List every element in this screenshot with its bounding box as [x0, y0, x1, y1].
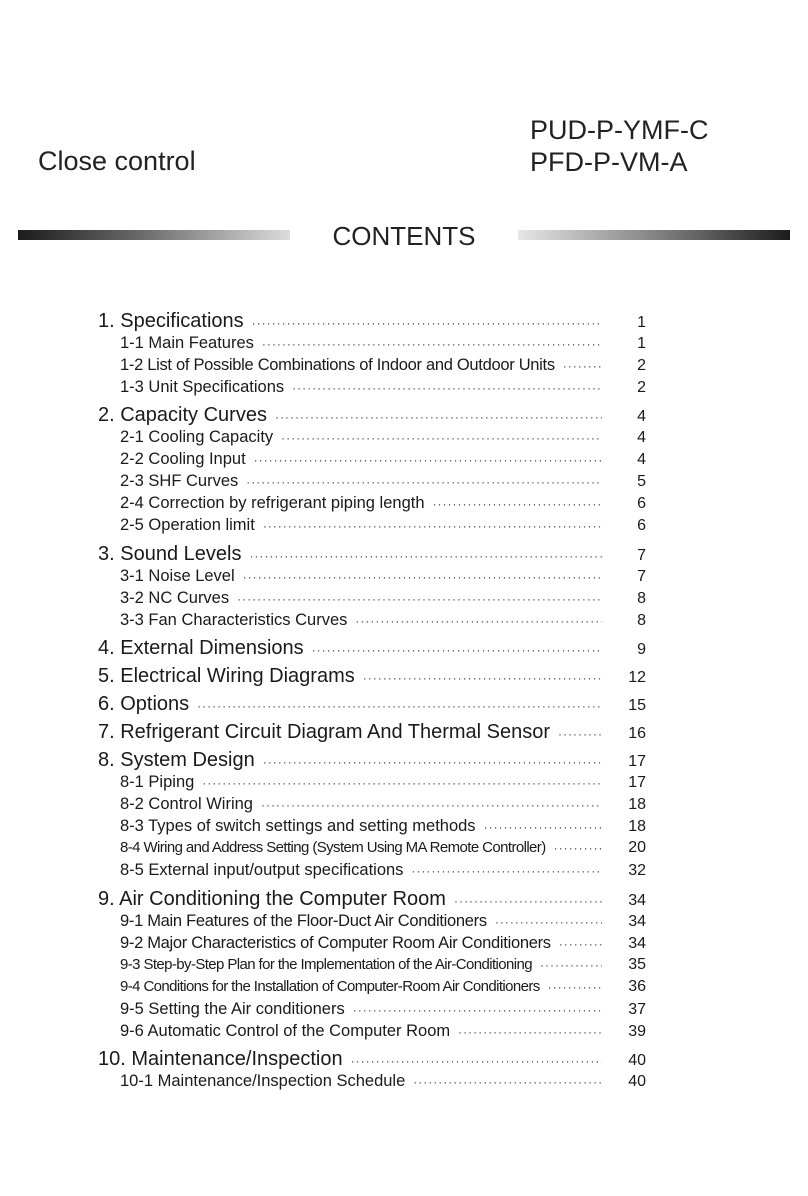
- dot-leader: [563, 359, 602, 373]
- dot-leader: [275, 410, 602, 424]
- toc-entry-page-number: 34: [628, 892, 646, 909]
- toc-subsection-entry[interactable]: [120, 956, 646, 974]
- toc-subsection-entry[interactable]: [120, 356, 646, 375]
- toc-entry-label: 10-1 Maintenance/Inspection Schedule: [120, 1072, 406, 1090]
- toc-entry-label: 8-4 Wiring and Address Setting (System Using MA Remote Controller): [120, 839, 546, 856]
- dot-leader: [281, 431, 602, 445]
- dot-leader: [249, 549, 602, 563]
- toc-entry-page-number: 17: [628, 774, 646, 791]
- toc-entry-page-number: 34: [628, 913, 646, 930]
- toc-entry-page-number: 2: [637, 379, 646, 396]
- toc-subsection-entry[interactable]: [120, 472, 646, 491]
- toc-entry-label: 9. Air Conditioning the Computer Room: [98, 888, 446, 910]
- dot-leader: [495, 915, 602, 929]
- toc-entry-page-number: 2: [637, 357, 646, 374]
- toc-entry-label: 5. Electrical Wiring Diagrams: [98, 665, 355, 687]
- toc-entry-page-number: 20: [628, 839, 646, 856]
- toc-subsection-entry[interactable]: [120, 589, 646, 608]
- toc-subsection-entry[interactable]: [120, 450, 646, 469]
- dot-leader: [353, 1003, 602, 1017]
- toc-entry-label: 9-3 Step-by-Step Plan for the Implementation of the Air-Conditioning: [120, 956, 532, 973]
- model-number-2: PFD-P-VM-A: [530, 147, 688, 177]
- toc-entry-page-number: 1: [637, 335, 646, 352]
- toc-entry-label: 8-3 Types of switch settings and setting methods: [120, 817, 476, 835]
- toc-entry-page-number: 37: [628, 1001, 646, 1018]
- toc-entry-label: 3. Sound Levels: [98, 543, 242, 565]
- toc-entry-page-number: 4: [637, 408, 646, 425]
- toc-entry-page-number: 40: [628, 1073, 646, 1090]
- dot-leader: [202, 776, 602, 790]
- toc-section-entry[interactable]: [98, 749, 646, 772]
- toc-entry-page-number: 4: [637, 429, 646, 446]
- toc-subsection-entry[interactable]: [120, 516, 646, 535]
- contents-heading: CONTENTS: [332, 221, 476, 251]
- toc-section-entry[interactable]: [98, 543, 646, 566]
- toc-entry-label: 7. Refrigerant Circuit Diagram And Thermal Sensor: [98, 721, 551, 743]
- toc-entry-page-number: 15: [628, 697, 646, 714]
- dot-leader: [351, 1054, 602, 1068]
- dot-leader: [261, 798, 602, 812]
- dot-leader: [312, 643, 602, 657]
- toc-entry-label: 3-2 NC Curves: [120, 589, 230, 607]
- toc-section-entry[interactable]: [98, 310, 646, 333]
- toc-entry-page-number: 35: [628, 956, 646, 973]
- toc-entry-label: 1-1 Main Features: [120, 334, 254, 352]
- toc-subsection-entry[interactable]: [120, 773, 646, 792]
- toc-section-entry[interactable]: [98, 404, 646, 427]
- toc-entry-page-number: 7: [637, 568, 646, 585]
- dot-leader: [263, 755, 602, 769]
- toc-entry-label: 3-1 Noise Level: [120, 567, 235, 585]
- model-numbers: [530, 114, 708, 178]
- toc-entry-label: 9-2 Major Characteristics of Computer Room Air Conditioners: [120, 934, 551, 952]
- toc-subsection-entry[interactable]: [120, 861, 646, 880]
- toc-entry-page-number: 8: [637, 612, 646, 629]
- toc-subsection-entry[interactable]: [120, 1000, 646, 1019]
- toc-subsection-entry[interactable]: [120, 428, 646, 447]
- toc-subsection-entry[interactable]: [120, 795, 646, 814]
- dot-leader: [458, 1025, 602, 1039]
- toc-entry-label: 2-4 Correction by refrigerant piping length: [120, 494, 425, 512]
- dot-leader: [540, 958, 602, 972]
- toc-subsection-entry[interactable]: [120, 494, 646, 513]
- toc-entry-page-number: 9: [637, 641, 646, 658]
- toc-entry-label: 9-6 Automatic Control of the Computer Room: [120, 1022, 451, 1040]
- toc-entry-page-number: 18: [628, 818, 646, 835]
- dot-leader: [433, 497, 602, 511]
- toc-entry-label: 1-3 Unit Specifications: [120, 378, 285, 396]
- toc-entry-label: 8-5 External input/output specifications: [120, 861, 404, 879]
- toc-entry-label: 9-1 Main Features of the Floor-Duct Air Conditioners: [120, 912, 487, 930]
- dot-leader: [292, 381, 602, 395]
- toc-entry-page-number: 6: [637, 495, 646, 512]
- toc-subsection-entry[interactable]: [120, 611, 646, 630]
- toc-entry-label: 1-2 List of Possible Combinations of Indoor and Outdoor Units: [120, 356, 555, 374]
- toc-entry-page-number: 16: [628, 725, 646, 742]
- toc-entry-label: 3-3 Fan Characteristics Curves: [120, 611, 348, 629]
- toc-entry-page-number: 36: [628, 978, 646, 995]
- dot-leader: [454, 894, 602, 908]
- toc-section-entry[interactable]: [98, 1048, 646, 1071]
- dot-leader: [262, 337, 602, 351]
- dot-leader: [263, 519, 602, 533]
- toc-section-entry[interactable]: [98, 888, 646, 911]
- dot-leader: [252, 316, 602, 330]
- toc-entry-label: 1. Specifications: [98, 310, 244, 332]
- dot-leader: [363, 671, 602, 685]
- toc-entry-label: 8-2 Control Wiring: [120, 795, 253, 813]
- toc-subsection-entry[interactable]: [120, 934, 646, 953]
- toc-entry-label: 9-5 Setting the Air conditioners: [120, 1000, 345, 1018]
- toc-subsection-entry[interactable]: [120, 378, 646, 397]
- toc-section-entry[interactable]: [98, 665, 646, 688]
- toc-entry-label: 8. System Design: [98, 749, 255, 771]
- toc-entry-page-number: 8: [637, 590, 646, 607]
- toc-entry-page-number: 32: [628, 862, 646, 879]
- toc-subsection-entry[interactable]: [120, 567, 646, 586]
- toc-entry-label: 2. Capacity Curves: [98, 404, 267, 426]
- document-subject: Close control: [38, 146, 196, 176]
- toc-entry-label: 6. Options: [98, 693, 190, 715]
- toc-entry-label: 2-2 Cooling Input: [120, 450, 246, 468]
- dot-leader: [243, 570, 602, 584]
- dot-leader: [559, 937, 602, 951]
- dot-leader: [246, 475, 602, 489]
- dot-leader: [548, 980, 602, 994]
- dot-leader: [355, 614, 602, 628]
- toc-entry-page-number: 6: [637, 517, 646, 534]
- toc-subsection-entry[interactable]: [120, 817, 646, 836]
- toc-entry-label: 4. External Dimensions: [98, 637, 304, 659]
- toc-entry-page-number: 7: [637, 547, 646, 564]
- toc-entry-page-number: 40: [628, 1052, 646, 1069]
- toc-entry-label: 2-1 Cooling Capacity: [120, 428, 274, 446]
- toc-entry-label: 8-1 Piping: [120, 773, 195, 791]
- toc-entry-label: 2-3 SHF Curves: [120, 472, 239, 490]
- toc-entry-page-number: 18: [628, 796, 646, 813]
- toc-entry-page-number: 4: [637, 451, 646, 468]
- dot-leader: [197, 699, 602, 713]
- toc-entry-page-number: 5: [637, 473, 646, 490]
- toc-entry-page-number: 12: [628, 669, 646, 686]
- toc-entry-page-number: 17: [628, 753, 646, 770]
- toc-entry-label: 2-5 Operation limit: [120, 516, 255, 534]
- dot-leader: [554, 841, 602, 855]
- dot-leader: [413, 1075, 602, 1089]
- dot-leader: [484, 820, 602, 834]
- decorative-gradient-bar-right: [518, 230, 790, 240]
- toc-subsection-entry[interactable]: [120, 839, 646, 857]
- toc-entry-page-number: 39: [628, 1023, 646, 1040]
- toc-section-entry[interactable]: [98, 637, 646, 660]
- toc-section-entry[interactable]: [98, 721, 646, 744]
- toc-subsection-entry[interactable]: [120, 978, 646, 996]
- model-number-1: PUD-P-YMF-C: [530, 115, 709, 145]
- toc-subsection-entry[interactable]: [120, 334, 646, 353]
- toc-subsection-entry[interactable]: [120, 1022, 646, 1041]
- dot-leader: [558, 727, 602, 741]
- toc-entry-page-number: 1: [637, 314, 646, 331]
- toc-entry-label: 10. Maintenance/Inspection: [98, 1048, 343, 1070]
- dot-leader: [237, 592, 602, 606]
- toc-section-entry[interactable]: [98, 693, 646, 716]
- toc-subsection-entry[interactable]: [120, 912, 646, 931]
- dot-leader: [411, 864, 602, 878]
- toc-subsection-entry[interactable]: [120, 1072, 646, 1091]
- dot-leader: [254, 453, 602, 467]
- toc-entry-label: 9-4 Conditions for the Installation of Computer-Room Air Conditioners: [120, 978, 540, 995]
- toc-entry-page-number: 34: [628, 935, 646, 952]
